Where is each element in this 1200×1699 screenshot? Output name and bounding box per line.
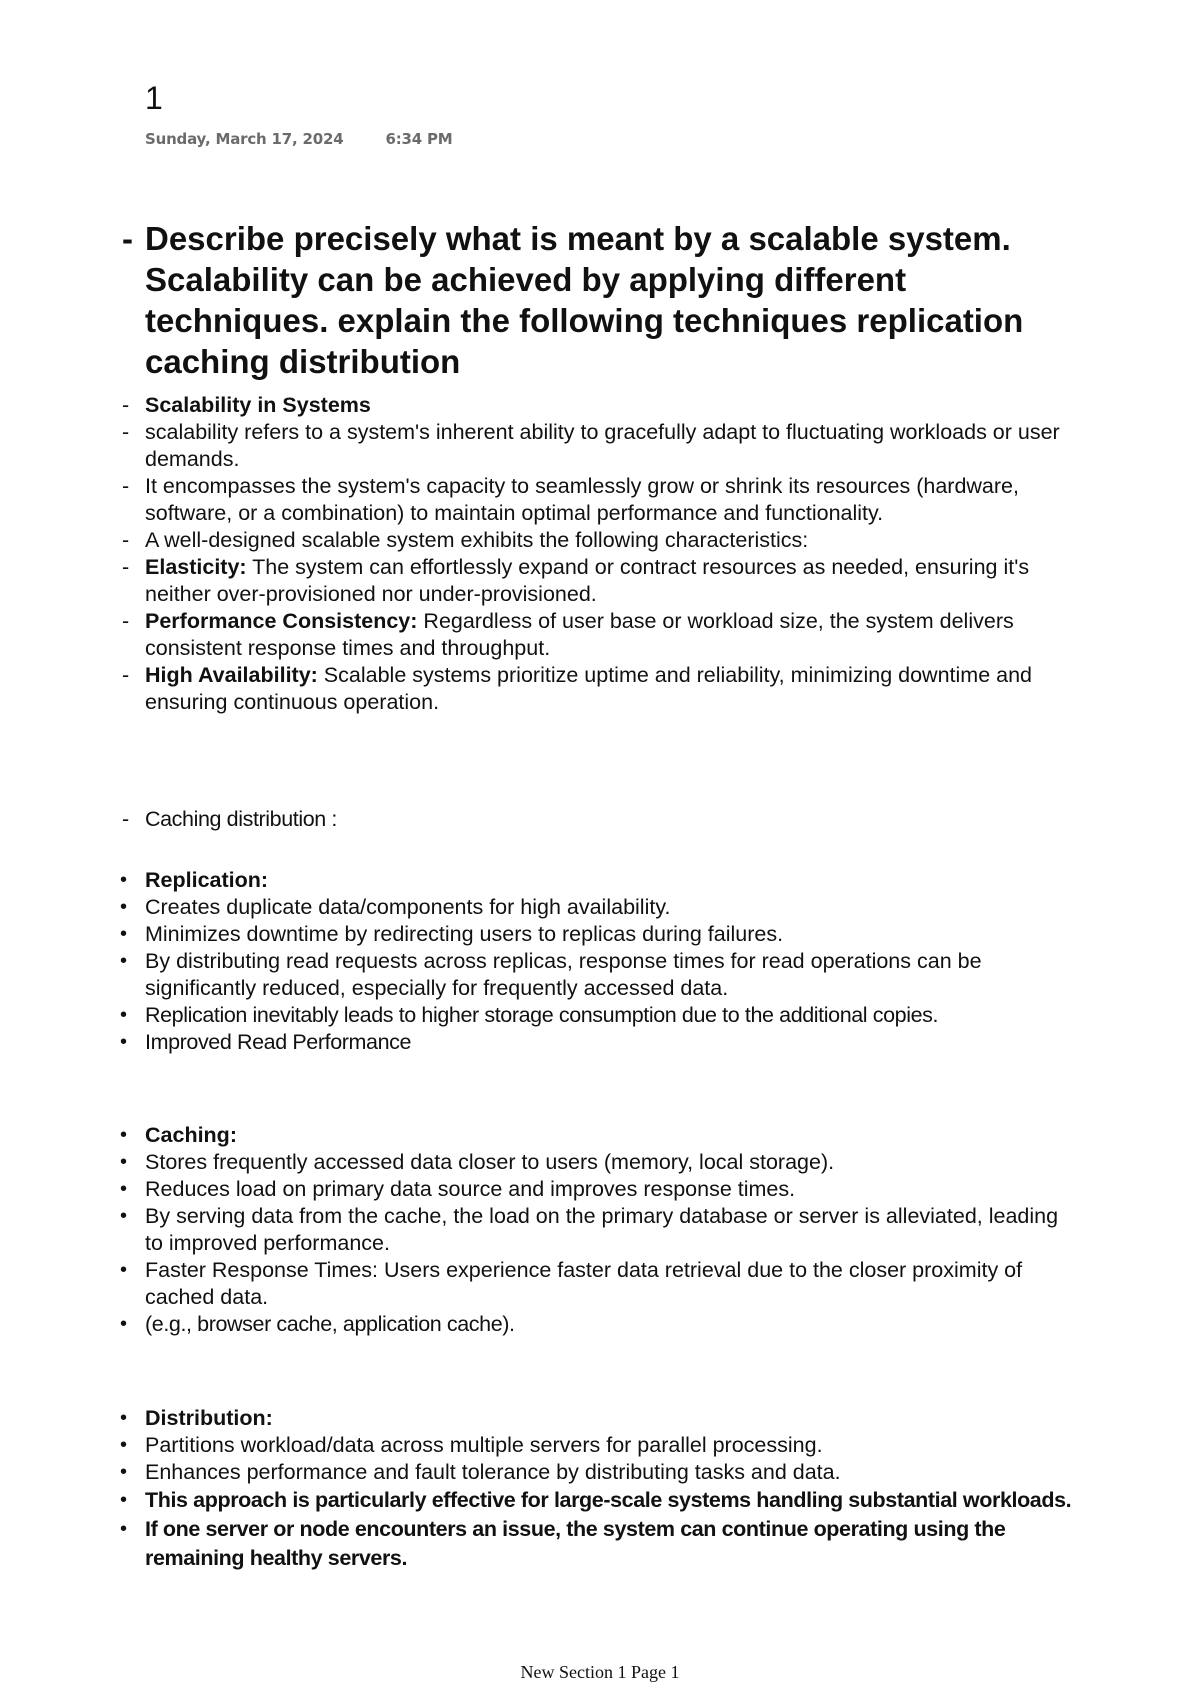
distribution-list — [120, 1405, 1080, 1573]
dash-marker: - — [122, 420, 130, 444]
item-title: Elasticity: — [145, 555, 247, 579]
item-text: This approach is particularly effective for large-scale systems handling substantial workloads. — [145, 1488, 1072, 1512]
heading-text: Describe precisely what is meant by a scalable system. Scalability can be achieved by applying different techniques. explain the following techniques replication caching distribution — [145, 220, 1024, 380]
page-title: 1 — [145, 80, 163, 116]
list-item — [120, 662, 1080, 716]
item-text: Creates duplicate data/components for high availability. — [145, 895, 671, 919]
item-text: By serving data from the cache, the load on the primary database or server is alleviated, leading to improved performance. — [145, 1204, 1059, 1255]
list-item — [120, 1203, 1080, 1257]
bullet-marker: • — [120, 896, 128, 918]
item-text: Caching distribution : — [145, 807, 337, 831]
bullet-marker: • — [120, 1205, 128, 1227]
page-timestamp — [145, 130, 453, 148]
item-text: Scalable systems prioritize uptime and reliability, minimizing downtime and ensuring continuous operation. — [145, 663, 1032, 714]
bullet-marker: • — [120, 1434, 128, 1456]
bullet-marker: • — [120, 1031, 127, 1053]
list-item — [120, 948, 1080, 1002]
bullet-marker: • — [120, 923, 128, 945]
item-title: High Availability: — [145, 663, 318, 687]
bullet-marker: • — [120, 1151, 128, 1173]
list-item — [120, 392, 1080, 419]
bullet-marker: • — [120, 1004, 127, 1026]
bullet-marker: • — [120, 1489, 127, 1511]
bullet-marker: • — [120, 1518, 127, 1540]
dash-marker: - — [122, 528, 130, 552]
list-item — [120, 1257, 1080, 1311]
heading-marker: - — [122, 220, 133, 257]
item-text: Reduces load on primary data source and improves response times. — [145, 1177, 796, 1201]
list-item — [120, 921, 1080, 948]
caching-list — [120, 1122, 1080, 1338]
dash-marker: - — [122, 807, 129, 831]
item-text: Faster Response Times: Users experience faster data retrieval due to the closer proximity of cached data. — [145, 1258, 1023, 1309]
item-text: Stores frequently accessed data closer to users (memory, local storage). — [145, 1150, 835, 1174]
section-title: Replication: — [145, 868, 269, 892]
item-title: Scalability in Systems — [145, 393, 371, 417]
dash-marker: - — [122, 663, 130, 687]
item-text: A well-designed scalable system exhibits the following characteristics: — [145, 528, 809, 552]
bullet-marker: • — [120, 1259, 128, 1281]
item-title: Performance Consistency: — [145, 609, 418, 633]
list-item — [120, 894, 1080, 921]
list-item — [120, 608, 1080, 662]
list-item — [120, 1029, 1080, 1056]
bullet-marker: • — [120, 869, 128, 891]
bullet-marker: • — [120, 1407, 128, 1429]
list-item — [120, 806, 1080, 833]
item-text: Partitions workload/data across multiple servers for parallel processing. — [145, 1433, 823, 1457]
bullet-marker: • — [120, 1178, 128, 1200]
dash-marker: - — [122, 393, 130, 417]
dash-marker: - — [122, 609, 130, 633]
list-item — [120, 419, 1080, 473]
item-text: If one server or node encounters an issue, the system can continue operating using the remaining healthy servers. — [145, 1517, 1006, 1570]
list-item — [120, 1515, 1080, 1573]
dash-marker: - — [122, 474, 130, 498]
page-time: 6:34 PM — [385, 130, 453, 148]
replication-list — [120, 867, 1080, 1056]
scalability-list — [120, 392, 1080, 716]
list-item — [120, 1176, 1080, 1203]
item-text: (e.g., browser cache, application cache). — [145, 1312, 515, 1336]
section-title: Distribution: — [145, 1406, 273, 1430]
list-item — [120, 473, 1080, 527]
dash-marker: - — [122, 555, 130, 579]
list-item — [120, 1311, 1080, 1338]
list-item — [120, 1432, 1080, 1459]
list-item — [120, 1486, 1080, 1515]
list-item — [120, 867, 1080, 894]
item-text: Enhances performance and fault tolerance by distributing tasks and data. — [145, 1460, 841, 1484]
item-text: Regardless of user base or workload size, the system delivers consistent response times and throughput. — [145, 609, 1014, 660]
section-title: Caching: — [145, 1123, 237, 1147]
list-item — [120, 1459, 1080, 1486]
bullet-marker: • — [120, 1461, 128, 1483]
list-item — [120, 1405, 1080, 1432]
list-item — [120, 1149, 1080, 1176]
caching-distribution-list — [120, 806, 1080, 833]
item-text: By distributing read requests across replicas, response times for read operations can be significantly reduced, especially for frequently accessed data. — [145, 949, 982, 1000]
list-item — [120, 1122, 1080, 1149]
item-text: The system can effortlessly expand or contract resources as needed, ensuring it's neither over-provisioned nor under-provisioned. — [145, 555, 1030, 606]
item-text: Improved Read Performance — [145, 1030, 412, 1054]
page-footer: New Section 1 Page 1 — [520, 1662, 680, 1682]
item-text: Minimizes downtime by redirecting users to replicas during failures. — [145, 922, 784, 946]
bullet-marker: • — [120, 1313, 127, 1335]
question-heading — [122, 218, 1082, 382]
bullet-marker: • — [120, 950, 128, 972]
list-item — [120, 1002, 1080, 1029]
bullet-marker: • — [120, 1124, 128, 1146]
page-date: Sunday, March 17, 2024 — [145, 130, 344, 148]
item-text: Replication inevitably leads to higher storage consumption due to the additional copies. — [145, 1003, 939, 1027]
item-text: It encompasses the system's capacity to seamlessly grow or shrink its resources (hardware, software, or a combination) to maintain optimal performance and functionality. — [145, 474, 1019, 525]
list-item — [120, 554, 1080, 608]
item-text: scalability refers to a system's inherent ability to gracefully adapt to fluctuating workloads or user demands. — [145, 420, 1060, 471]
list-item — [120, 527, 1080, 554]
